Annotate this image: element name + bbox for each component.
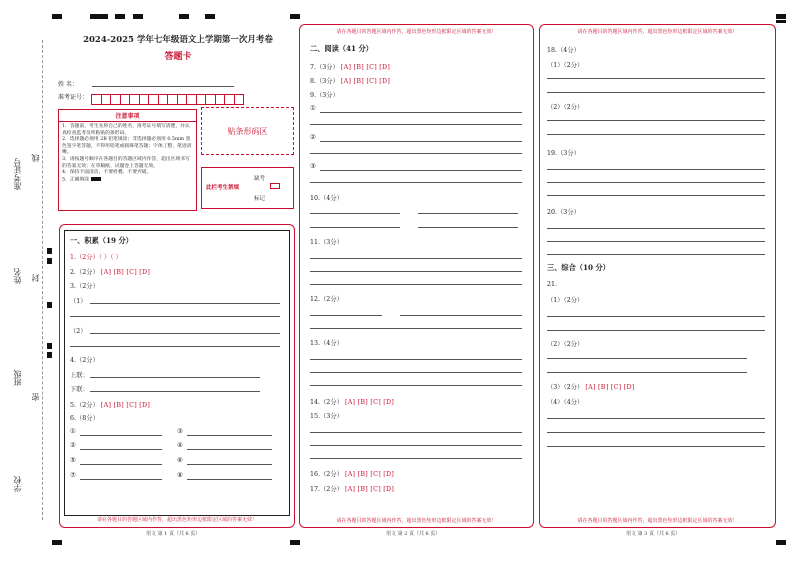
binding-name: 姓名 — [13, 268, 22, 284]
answer-line[interactable] — [310, 213, 400, 214]
answer-line[interactable] — [310, 227, 400, 228]
answer-line[interactable] — [547, 78, 765, 79]
answer-line[interactable] — [187, 464, 272, 465]
answer-line[interactable] — [547, 169, 765, 170]
q21: 21. — [547, 281, 558, 288]
q4-down: 下联： — [70, 386, 89, 393]
section3-title: 三、综合（10 分） — [547, 263, 610, 272]
answer-line[interactable] — [547, 182, 765, 183]
q6-item: ⑤ — [70, 457, 76, 464]
q11: 11.（3分） — [310, 239, 343, 246]
q6-item: ① — [70, 428, 76, 435]
q12: 12.（2分） — [310, 296, 343, 303]
exam-no-label: 准考证号： — [58, 94, 89, 101]
binding-school: 学校 — [13, 476, 22, 492]
q16-choices[interactable]: [A] [B] [C] [D] — [344, 471, 395, 478]
registration-mark — [52, 14, 62, 19]
q3: 3.（2分） — [70, 283, 99, 290]
answer-line[interactable] — [310, 284, 522, 285]
absent-box — [201, 167, 294, 209]
answer-line[interactable] — [547, 446, 765, 447]
answer-line[interactable] — [70, 346, 280, 347]
answer-line[interactable] — [187, 479, 272, 480]
notice-box — [58, 109, 197, 211]
q17-choices[interactable]: [A] [B] [C] [D] — [344, 486, 395, 493]
answer-line[interactable] — [90, 303, 280, 304]
registration-mark — [90, 14, 108, 19]
answer-line[interactable] — [547, 92, 765, 93]
q8: 8.（3分） [A] [B] [C] [D] — [310, 78, 391, 85]
q4-up: 上联： — [70, 372, 89, 379]
q18-1: （1）（2分） — [547, 62, 584, 69]
absent-checkbox[interactable] — [270, 183, 280, 189]
answer-line[interactable] — [418, 227, 518, 228]
answer-line[interactable] — [310, 182, 522, 183]
region-warning: 请在各题目的答题区域内作答，超出黑色矩形边框限定区域的答案无效！ — [336, 29, 497, 35]
q21-2: （2）（2分） — [547, 341, 584, 348]
answer-line[interactable] — [187, 449, 272, 450]
answer-line[interactable] — [310, 124, 522, 125]
binding-exam-no: 准考证号 — [13, 158, 22, 190]
registration-mark — [52, 540, 62, 545]
section3-panel — [539, 24, 776, 528]
answer-line[interactable] — [320, 141, 522, 142]
answer-line[interactable] — [418, 213, 518, 214]
registration-mark — [47, 352, 52, 358]
answer-line[interactable] — [80, 479, 162, 480]
q6-item: ⑧ — [177, 472, 183, 479]
answer-line[interactable] — [547, 330, 765, 331]
binding-seal-label: 封 — [31, 274, 40, 282]
q9-item: ① — [310, 105, 316, 112]
registration-mark — [776, 20, 786, 23]
registration-mark — [47, 343, 52, 349]
page-footer: 语文 第 1 页（共 6 页） — [146, 531, 201, 537]
answer-line[interactable] — [310, 445, 522, 446]
answer-line[interactable] — [547, 358, 747, 359]
absent-label: 此栏考生禁填 — [206, 185, 240, 191]
answer-line[interactable] — [90, 377, 260, 378]
answer-line[interactable] — [310, 359, 522, 360]
registration-mark — [115, 14, 125, 19]
q6-item: ④ — [177, 442, 183, 449]
q7-choices[interactable]: [A] [B] [C] [D] — [340, 64, 391, 71]
binding-secret-label: 密 — [31, 393, 40, 401]
q2: 2.（2分） [A] [B] [C] [D] — [70, 269, 151, 276]
q16: 16.（2分） [A] [B] [C] [D] — [310, 471, 395, 478]
q6-item: ② — [70, 442, 76, 449]
name-field[interactable] — [92, 86, 234, 87]
q6: 6.（8分） — [70, 415, 99, 422]
registration-mark — [290, 14, 300, 19]
q21-3: （3）（2分） [A] [B] [C] [D] — [547, 384, 635, 391]
q18-2: （2）（2分） — [547, 104, 584, 111]
barcode-label: 贴条形码区 — [227, 126, 268, 136]
answer-line[interactable] — [547, 134, 765, 135]
answer-line[interactable] — [310, 271, 522, 272]
q17: 17.（2分） [A] [B] [C] [D] — [310, 486, 395, 493]
answer-line[interactable] — [310, 458, 522, 459]
q15: 15.（3分） — [310, 413, 343, 420]
binding-line — [42, 40, 43, 520]
answer-line[interactable] — [80, 464, 162, 465]
notice-title: 注意事项 — [59, 110, 196, 122]
answer-line[interactable] — [547, 195, 765, 196]
binding-line-label: 线 — [31, 154, 40, 162]
q6-item: ③ — [177, 428, 183, 435]
q21-4: （4）（4分） — [547, 399, 584, 406]
q14-choices[interactable]: [A] [B] [C] [D] — [344, 399, 395, 406]
absent-mark-label: 缺考 — [254, 176, 266, 182]
answer-line[interactable] — [310, 315, 382, 316]
registration-mark — [205, 14, 215, 19]
q21-1: （1）（2分） — [547, 297, 584, 304]
q5-choices[interactable]: [A] [B] [C] [D] — [100, 402, 151, 409]
answer-line[interactable] — [310, 372, 522, 373]
q18: 18.（4分） — [547, 47, 580, 54]
answer-line[interactable] — [547, 241, 765, 242]
answer-line[interactable] — [80, 435, 162, 436]
notice-item: 1．答题前，考生先将自己的姓名，准考证号填写清楚，并认真检查监考员所粘贴的条形码。 — [62, 124, 190, 136]
notice-item: 4．保持卡面清洁，不要折叠、不要弄破。 — [62, 170, 152, 176]
name-label: 姓 名： — [58, 81, 78, 88]
answer-line[interactable] — [310, 153, 522, 154]
region-warning: 请在各题目的答题区域内作答，超出黑色矩形边框限定区域的答案无效！ — [577, 29, 738, 35]
page-title: 2024-2025 学年七年级语文上学期第一次月考卷 — [83, 35, 273, 45]
answer-line[interactable] — [547, 372, 747, 373]
absent-mark-label: 标记 — [254, 196, 266, 202]
registration-mark — [47, 258, 52, 264]
q9-item: ③ — [310, 163, 316, 170]
answer-line[interactable] — [400, 315, 522, 316]
q1: 1.（2分）（ ）（ ） — [70, 254, 122, 261]
registration-mark — [133, 14, 143, 19]
answer-line[interactable] — [187, 435, 272, 436]
q2-choices[interactable]: [A] [B] [C] [D] — [100, 269, 151, 276]
section2-title: 二、阅读（41 分） — [310, 44, 373, 53]
registration-mark — [47, 248, 52, 254]
q21-3-choices[interactable]: [A] [B] [C] [D] — [585, 384, 635, 391]
q9: 9.（3分） — [310, 92, 339, 99]
page-footer: 语文 第 3 页（共 6 页） — [626, 531, 681, 537]
q6-item: ⑦ — [70, 472, 76, 479]
q7: 7.（3分） [A] [B] [C] [D] — [310, 64, 391, 71]
q5: 5.（2分） [A] [B] [C] [D] — [70, 402, 151, 409]
answer-line[interactable] — [70, 316, 280, 317]
q6-item: ⑥ — [177, 457, 183, 464]
answer-line[interactable] — [310, 385, 522, 386]
answer-line[interactable] — [90, 333, 280, 334]
answer-line[interactable] — [547, 316, 765, 317]
region-warning: 请在各题目的答题区域内作答，超出黑色矩形边框限定区域的答案无效！ — [336, 518, 497, 524]
answer-line[interactable] — [547, 228, 765, 229]
answer-line[interactable] — [80, 449, 162, 450]
answer-line[interactable] — [310, 328, 522, 329]
q14: 14.（2分） [A] [B] [C] [D] — [310, 399, 395, 406]
barcode-area — [201, 107, 294, 155]
answer-line[interactable] — [547, 254, 765, 255]
q19: 19.（3分） — [547, 150, 580, 157]
answer-line[interactable] — [547, 120, 765, 121]
region-warning: 请在各题目的答题区域内作答，超出黑色矩形边框限定区域的答案无效！ — [577, 518, 738, 524]
section2-panel — [299, 24, 534, 528]
answer-line[interactable] — [547, 432, 765, 433]
notice-item: 2．选择题必须用 2B 铅笔填涂；非选择题必须用 0.5mm 黑色签字笔答题，不得用铅笔或圆珠笔答题；字体工整、笔迹清晰。 — [62, 137, 192, 156]
notice-item: 5．正确填涂 — [62, 177, 90, 183]
registration-mark — [47, 302, 52, 308]
answer-line[interactable] — [547, 418, 765, 419]
filled-sample — [91, 177, 101, 181]
answer-line[interactable] — [310, 258, 522, 259]
q10: 10.（4分） — [310, 195, 343, 202]
section1-title: 一、积累（19 分） — [70, 236, 133, 245]
page-footer: 语文 第 2 页（共 6 页） — [386, 531, 441, 537]
answer-line[interactable] — [310, 432, 522, 433]
q20: 20.（3分） — [547, 209, 580, 216]
registration-mark — [290, 540, 300, 545]
q3-1: （1） — [70, 298, 87, 305]
registration-mark — [179, 14, 189, 19]
answer-line[interactable] — [90, 391, 260, 392]
q4: 4.（2分） — [70, 357, 99, 364]
q8-choices[interactable]: [A] [B] [C] [D] — [340, 78, 391, 85]
page-subtitle: 答题卡 — [164, 52, 192, 62]
q9-item: ② — [310, 134, 316, 141]
answer-line[interactable] — [320, 170, 522, 171]
region-warning: 请在各题目的答题区域内作答，超出黑色矩形边框限定区域的答案无效！ — [96, 517, 257, 523]
q13: 13.（4分） — [310, 340, 343, 347]
notice-item: 3．请按题号顺序在各题目的答题区域内作答，超出区域书写的答案无效；在草稿纸、试题卷上答题无效。 — [62, 156, 190, 169]
registration-mark — [776, 540, 786, 545]
registration-mark — [776, 14, 786, 19]
binding-class: 班级 — [13, 370, 22, 386]
answer-line[interactable] — [320, 112, 522, 113]
q3-2: （2） — [70, 328, 87, 335]
